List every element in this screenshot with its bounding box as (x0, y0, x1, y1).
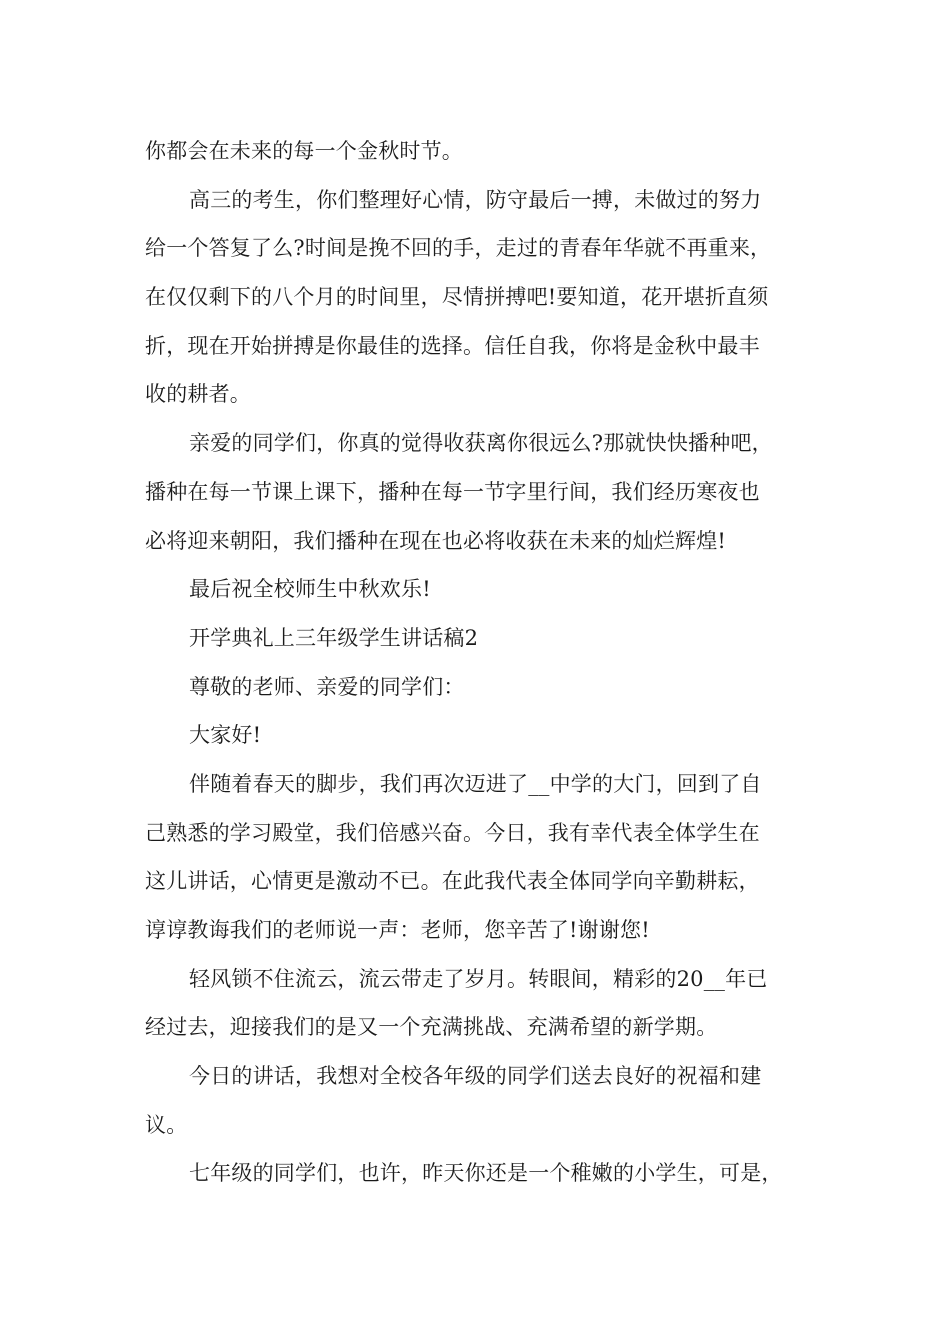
text-line: 谆谆教诲我们的老师说一声：老师，您辛苦了!谢谢您! (145, 918, 650, 942)
text-line: 你都会在未来的每一个金秋时节。 (145, 139, 463, 163)
text-line: 播种在每一节课上课下，播种在每一节字里行间，我们经历寒夜也 (145, 479, 760, 504)
text-line: 己熟悉的学习殿堂，我们倍感兴奋。今日，我有幸代表全体学生在 (145, 820, 760, 845)
greeting: 大家好! (189, 723, 262, 748)
text-line: 在仅仅剩下的八个月的时间里，尽情拼搏吧!要知道，花开堪折直须 (145, 285, 769, 310)
text-line: 折，现在开始拼搏是你最佳的选择。信任自我，你将是金秋中最丰 (145, 333, 760, 358)
document-body (145, 127, 807, 1198)
text-line: 最后祝全校师生中秋欢乐! (189, 577, 431, 602)
salutation: 尊敬的老师、亲爱的同学们： (189, 674, 465, 699)
text-line: 今日的讲话，我想对全校各年级的同学们送去良好的祝福和建 (189, 1064, 762, 1089)
section-title: 开学典礼上三年级学生讲话稿2 (189, 625, 479, 650)
text-line: 亲爱的同学们，你真的觉得收获离你很远么?那就快快播种吧， (189, 431, 773, 456)
text-line: 轻风锁不住流云，流云带走了岁月。转眼间，精彩的20__年已 (189, 966, 768, 991)
text-line: 高三的考生，你们整理好心情，防守最后一搏，未做过的努力 (189, 187, 762, 212)
text-line: 必将迎来朝阳，我们播种在现在也必将收获在未来的灿烂辉煌! (145, 528, 727, 553)
text-line: 给一个答复了么?时间是挽不回的手，走过的青春年华就不再重来， (145, 236, 772, 261)
text-line: 议。 (145, 1112, 188, 1137)
text-line: 七年级的同学们，也许，昨天你还是一个稚嫩的小学生，可是， (189, 1161, 783, 1186)
text-line: 伴随着春天的脚步，我们再次迈进了__中学的大门，回到了自 (189, 771, 762, 796)
text-line: 收的耕者。 (145, 382, 251, 407)
text-line: 这儿讲话，心情更是激动不已。在此我代表全体同学向辛勤耕耘， (145, 869, 760, 894)
text-line: 经过去，迎接我们的是又一个充满挑战、充满希望的新学期。 (145, 1015, 718, 1040)
